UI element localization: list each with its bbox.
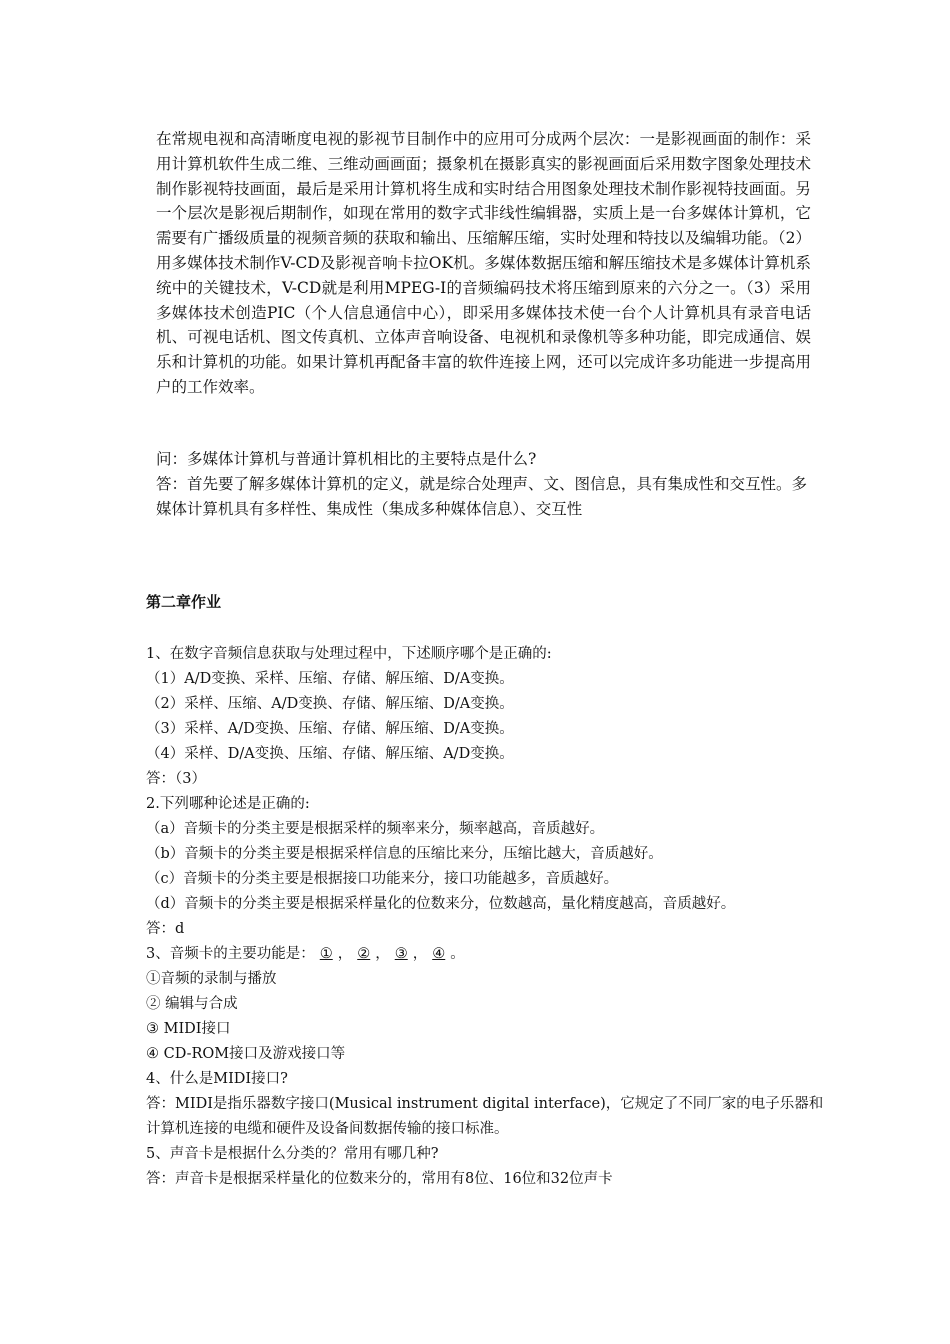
q4-question: 4、什么是MIDI接口? <box>146 1071 288 1087</box>
q3-item: ①音频的录制与播放 <box>146 971 277 987</box>
qa-question: 问：多媒体计算机与普通计算机相比的主要特点是什么? <box>156 450 537 468</box>
q3-item: ② 编辑与合成 <box>146 996 238 1012</box>
q4-answer: 答：MIDI是指乐器数字接口(Musical instrument digital interface)，它规定了不同厂家的电子乐器和计算机连接的电缆和硬件及设备间数据传输的接口标准。 <box>146 1096 824 1137</box>
q3-question-suffix: 。 <box>450 946 465 962</box>
q1-answer: 答：（3） <box>146 771 206 787</box>
q2-answer: 答：d <box>146 921 185 937</box>
q1-option: （2）采样、压缩、A/D变换、存储、解压缩、D/A变换。 <box>146 696 514 712</box>
q3-blank: ④ <box>432 946 446 962</box>
q3-item: ④ CD-ROM接口及游戏接口等 <box>146 1046 346 1062</box>
q3-item: ③ MIDI接口 <box>146 1021 231 1037</box>
q2-option: （d）音频卡的分类主要是根据采样量化的位数来分，位数越高，量化精度越高，音质越好。 <box>146 896 736 912</box>
q2-option: （c）音频卡的分类主要是根据接口功能来分，接口功能越多，音质越好。 <box>146 871 619 887</box>
q3-blank: ② <box>357 946 371 962</box>
q3-blank: ③ <box>394 946 408 962</box>
chapter-title: 第二章作业 <box>146 593 222 611</box>
qa-block <box>156 447 816 521</box>
q3-question-prefix: 3、音频卡的主要功能是： <box>146 946 315 962</box>
intro-paragraph: 在常规电视和高清晰度电视的影视节目制作中的应用可分成两个层次：一是影视画面的制作：采用计算机软件生成二维、三维动画画面；摄象机在摄影真实的影视画面后采用数字图象处理技术制作影视特技画面，最后是采用计算机将生成和实时结合用图象处理技术制作影视特技画面。另一个层次是影视后期制作，如现在常用的数字式非线性编辑器，实质上是一台多媒体计算机，它需要有广播级质量的视频音频的获取和输出、压缩解压缩，实时处理和特技以及编辑功能。（2）用多媒体技术制作V-CD及影视音响卡拉OK机。多媒体数据压缩和解压缩技术是多媒体计算机系统中的关键技术，V-CD就是利用MPEG-I的音频编码技术将压缩到原来的六分之一。（3）采用多媒体技术创造PIC（个人信息通信中心），即采用多媒体技术使一台个人计算机具有录音电话机、可视电话机、图文传真机、立体声音响设备、电视机和录像机等多种功能，即完成通信、娱乐和计算机的功能。如果计算机再配备丰富的软件连接上网，还可以完成许多功能进一步提高用户的工作效率。 <box>156 130 811 396</box>
q2-option: （b）音频卡的分类主要是根据采样信息的压缩比来分，压缩比越大，音质越好。 <box>146 846 663 862</box>
q5-answer: 答：声音卡是根据采样量化的位数来分的，常用有8位、16位和32位声卡 <box>146 1171 613 1187</box>
q1-option: （4）采样、D/A变换、压缩、存储、解压缩、A/D变换。 <box>146 746 514 762</box>
q1-option: （3）采样、A/D变换、压缩、存储、解压缩、D/A变换。 <box>146 721 514 737</box>
q5-question: 5、声音卡是根据什么分类的？常用有哪几种? <box>146 1146 439 1162</box>
q3-blank: ① <box>319 946 333 962</box>
q3-question: 3、音频卡的主要功能是： ① ， ② ， ③ ， ④ 。 <box>146 942 836 967</box>
q1-question: 1、在数字音频信息获取与处理过程中，下述顺序哪个是正确的: <box>146 646 552 662</box>
homework-section <box>146 642 836 1192</box>
q2-question: 2.下列哪种论述是正确的: <box>146 796 310 812</box>
q1-option: （1）A/D变换、采样、压缩、存储、解压缩、D/A变换。 <box>146 671 514 687</box>
qa-answer: 答：首先要了解多媒体计算机的定义，就是综合处理声、文、图信息，具有集成性和交互性。多媒体计算机具有多样性、集成性（集成多种媒体信息）、交互性 <box>156 474 808 518</box>
q2-option: （a）音频卡的分类主要是根据采样的频率来分，频率越高，音质越好。 <box>146 821 605 837</box>
